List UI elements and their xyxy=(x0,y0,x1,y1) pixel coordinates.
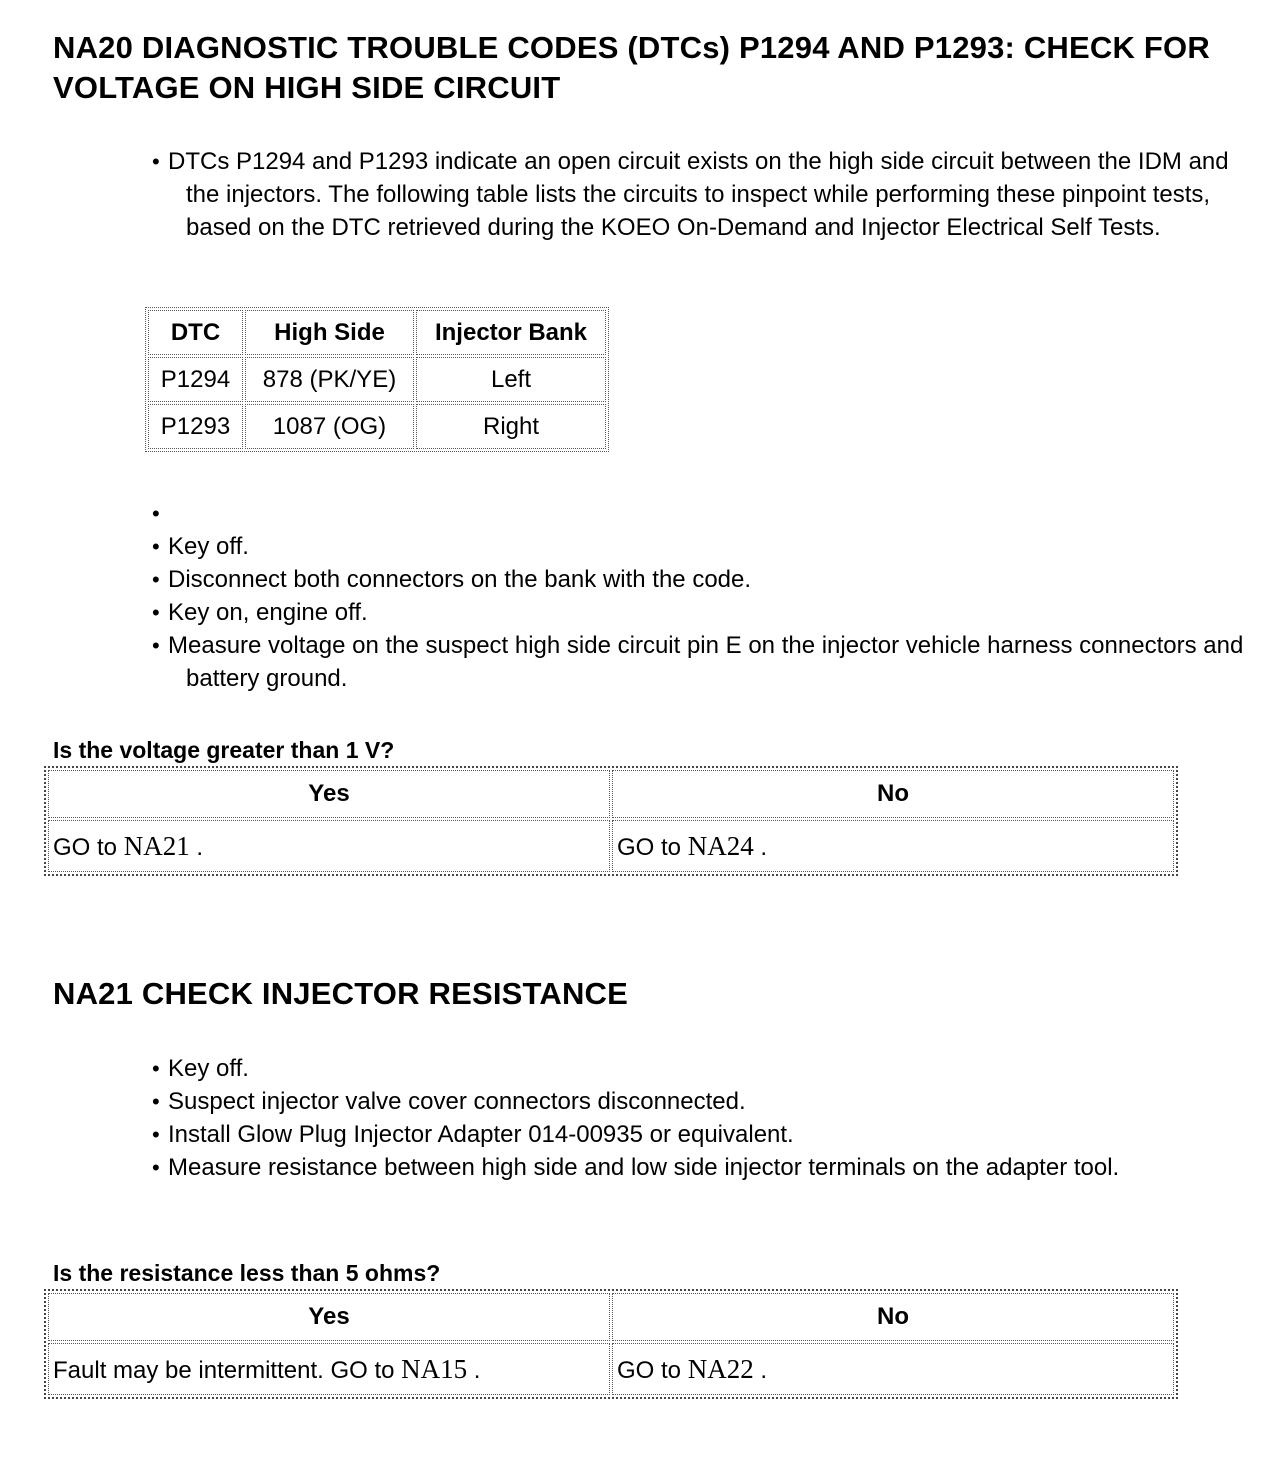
na21-step: • Suspect injector valve cover connectors disconnected. xyxy=(134,1085,1254,1118)
no-header: No xyxy=(612,770,1174,818)
na24-link[interactable]: NA24 xyxy=(687,830,754,861)
no-action-text: GO to xyxy=(617,1356,682,1384)
na20-intro-item: • DTCs P1294 and P1293 indicate an open circuit exists on the high side circuit between the IDM and the injectors. The following table lists the circuits to inspect while performing these pinpoint tests, based on the DTC retrieved during the KOEO On-Demand and Injector Electrical Self Tests. xyxy=(134,145,1254,244)
yes-header: Yes xyxy=(48,1293,610,1341)
no-action-cell: GO to NA22 . xyxy=(612,1343,1174,1395)
dtc-col-header: DTC xyxy=(148,310,243,355)
na15-link[interactable]: NA15 xyxy=(401,1353,468,1384)
na20-yes-no-table xyxy=(44,766,1178,876)
dtc-circuit-table xyxy=(145,307,609,452)
na20-step-list xyxy=(134,497,1254,695)
na21-yes-no-table xyxy=(44,1289,1178,1399)
yes-action-text: Fault may be intermittent. GO to xyxy=(53,1356,395,1384)
yes-no-header-row xyxy=(48,1293,1174,1341)
na20-step: • Key on, engine off. xyxy=(134,596,1254,629)
no-header: No xyxy=(612,1293,1174,1341)
dtc-cell: P1293 xyxy=(148,404,243,449)
dtc-cell: P1294 xyxy=(148,357,243,402)
injector-bank-cell: Left xyxy=(416,357,606,402)
dtc-table-header-row xyxy=(148,310,606,355)
yes-no-header-row xyxy=(48,770,1174,818)
no-action-cell: GO to NA24 . xyxy=(612,820,1174,872)
high-side-cell: 1087 (OG) xyxy=(245,404,414,449)
table-row xyxy=(148,404,606,449)
na20-step: • Measure voltage on the suspect high side circuit pin E on the injector vehicle harness connectors and battery ground. xyxy=(134,629,1254,695)
high-side-col-header: High Side xyxy=(245,310,414,355)
yes-action-cell: GO to NA21 . xyxy=(48,820,610,872)
na21-step: • Install Glow Plug Injector Adapter 014-00935 or equivalent. xyxy=(134,1118,1254,1151)
na22-link[interactable]: NA22 xyxy=(687,1353,754,1384)
na20-step: • Key off. xyxy=(134,530,1254,563)
injector-bank-cell: Right xyxy=(416,404,606,449)
no-action-text: GO to xyxy=(617,833,682,861)
injector-bank-col-header: Injector Bank xyxy=(416,310,606,355)
high-side-cell: 878 (PK/YE) xyxy=(245,357,414,402)
na20-intro-list xyxy=(134,145,1254,244)
na20-step-empty xyxy=(134,497,1254,530)
na21-step-list xyxy=(134,1052,1254,1184)
na21-title: NA21 CHECK INJECTOR RESISTANCE xyxy=(53,976,629,1011)
na21-step: • Key off. xyxy=(134,1052,1254,1085)
yes-action-text: GO to xyxy=(53,833,118,861)
na20-title: NA20 DIAGNOSTIC TROUBLE CODES (DTCs) P1294 AND P1293: CHECK FOR VOLTAGE ON HIGH SIDE CIRCUIT xyxy=(53,30,1210,105)
na20-step: • Disconnect both connectors on the bank with the code. xyxy=(134,563,1254,596)
na21-step: • Measure resistance between high side and low side injector terminals on the adapter tool. xyxy=(134,1151,1254,1184)
table-row xyxy=(148,357,606,402)
yes-header: Yes xyxy=(48,770,610,818)
na21-question: Is the resistance less than 5 ohms? xyxy=(53,1260,441,1286)
yes-action-cell: Fault may be intermittent. GO to NA15 . xyxy=(48,1343,610,1395)
na20-question: Is the voltage greater than 1 V? xyxy=(53,737,395,763)
na21-link[interactable]: NA21 xyxy=(123,830,190,861)
yes-no-action-row xyxy=(48,1343,1174,1395)
yes-no-action-row xyxy=(48,820,1174,872)
